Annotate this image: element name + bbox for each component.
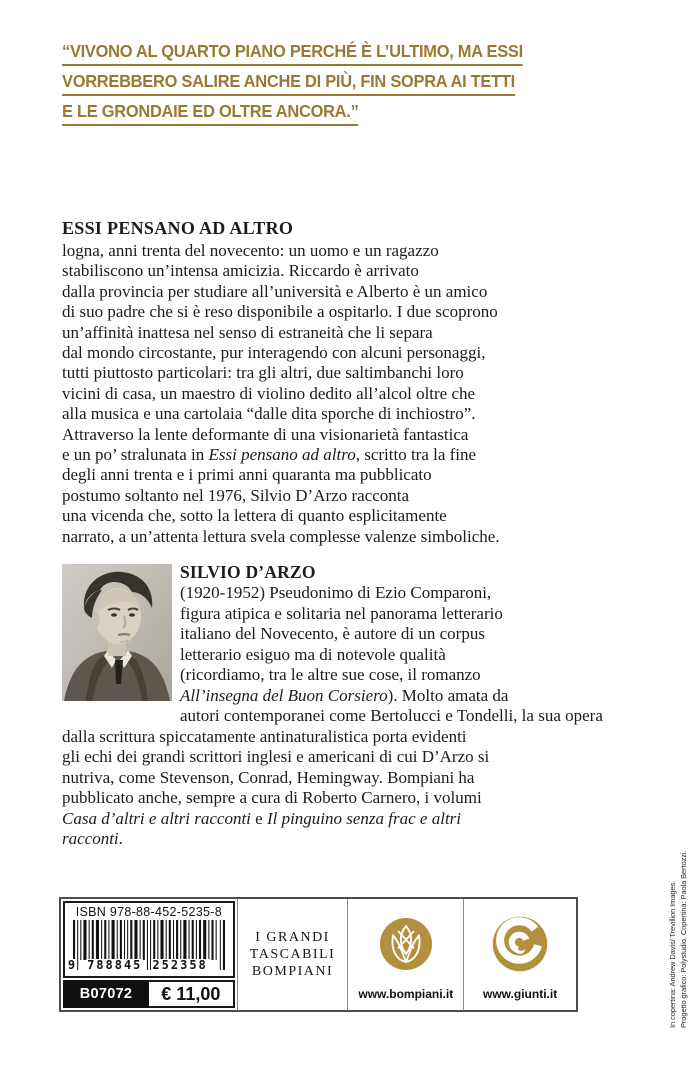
text-line: narrato, a un’attenta lettura svela complesse valenze simboliche. xyxy=(62,526,500,546)
giunti-section xyxy=(463,899,576,1010)
text-line: italiano del Novecento, è autore di un corpus xyxy=(180,624,485,643)
bompiani-flower-logo-icon xyxy=(375,913,437,975)
text-line: dalla provincia per studiare all’università e Alberto è un amico xyxy=(62,281,488,301)
text-line: logna, anni trenta del novecento: un uomo e un ragazzo xyxy=(62,241,439,260)
author-photo xyxy=(62,564,172,701)
text-line: degli anni trenta e i primi anni quaranta ma pubblicato xyxy=(62,465,432,485)
isbn-label: ISBN 978-88-452-5235-8 xyxy=(75,905,222,919)
text-line: tutti piuttosto particolari: tra gli altri, due saltimbanchi loro xyxy=(62,363,464,383)
photo-credits xyxy=(668,850,700,1049)
quote-line-3: E LE GRONDAIE ED OLTRE ANCORA.” xyxy=(62,102,359,126)
bompiani-url: www.bompiani.it xyxy=(358,987,454,1001)
text-line: autori contemporanei come Bertolucci e Tondelli, la sua opera xyxy=(180,706,603,725)
book-code: B07072 xyxy=(63,980,149,1008)
series-section xyxy=(237,899,348,1010)
text-line: dal mondo circostante, pur interagendo con alcuni personaggi, xyxy=(62,343,486,363)
barcode-digit-group: 788845 xyxy=(87,958,143,972)
text-line: postumo soltanto nel 1976, Silvio D’Arzo racconta xyxy=(62,485,410,505)
credits-line-1: In copertina: Andrew Davis/ Trevillion Images. xyxy=(668,880,677,1028)
barcode-digit-group: 9 xyxy=(67,958,76,972)
series-line: BOMPIANI xyxy=(251,964,334,979)
text-line: vicini di casa, un maestro di violino dedito all’alcol oltre che xyxy=(62,383,476,403)
bompiani-section xyxy=(347,899,463,1010)
barcode-digits xyxy=(67,958,225,972)
text-line: di suo padre che si è reso disponibile a ospitarlo. I due scoprono xyxy=(62,302,498,322)
author-name: SILVIO D’ARZO xyxy=(180,562,316,582)
text-line: alla musica e una cartolaia “dalle dita sporche di inchiostro”. xyxy=(62,404,476,424)
text-line: gli echi dei grandi scrittori inglesi e americani di cui D’Arzo si xyxy=(62,747,490,766)
text-line: stabiliscono un’intensa amicizia. Riccardo è arrivato xyxy=(62,261,419,281)
text-line: pubblicato anche, sempre a cura di Roberto Carnero, i volumi xyxy=(62,788,482,807)
text-line: (ricordiamo, tra le altre sue cose, il romanzo xyxy=(180,665,481,684)
footer-box xyxy=(59,897,578,1012)
text-line: nutriva, come Stevenson, Conrad, Hemingway. Bompiani ha xyxy=(62,767,475,787)
ean-barcode xyxy=(67,920,225,972)
price-row xyxy=(63,980,235,1008)
series-line: TASCABILI xyxy=(249,947,336,962)
synopsis-text xyxy=(62,241,622,547)
giunti-url: www.giunti.it xyxy=(483,987,558,1001)
giunti-logo-icon xyxy=(489,913,551,975)
text-line: (1920-1952) Pseudonimo di Ezio Comparoni, xyxy=(180,583,492,602)
cover-quote xyxy=(62,42,552,132)
text-line: letterario esiguo ma di notevole qualità xyxy=(180,644,446,664)
text-line: Attraverso la lente deformante di una visionarietà fantastica xyxy=(62,424,469,444)
book-title: ESSI PENSANO AD ALTRO xyxy=(62,218,294,238)
price: € 11,00 xyxy=(149,980,235,1008)
text-line: racconti. xyxy=(62,829,123,848)
series-line: I GRANDI xyxy=(255,930,330,945)
text-line: figura atipica e solitaria nel panorama letterario xyxy=(180,603,503,623)
text-line: una vicenda che, sotto la lettera di quanto esplicitamente xyxy=(62,506,447,526)
text-line: dalla scrittura spiccatamente antinaturalistica porta evidenti xyxy=(62,726,467,746)
credits-line-2: Progetto grafico: Polystudio. Copertina: Paola Bertozzi. xyxy=(678,850,688,1028)
author-section xyxy=(62,562,603,850)
barcode-digit-group: 252358 xyxy=(152,958,208,972)
barcode-section xyxy=(61,899,237,1010)
text-line: e un po’ stralunata in Essi pensano ad altro, scritto tra la fine xyxy=(62,445,477,465)
quote-line-2: VORREBBERO SALIRE ANCHE DI PIÙ, FIN SOPRA AI TETTI xyxy=(62,72,515,96)
text-line: un’affinità inattesa nel senso di estraneità che li separa xyxy=(62,322,433,342)
barcode-frame xyxy=(63,901,235,978)
text-line: All’insegna del Buon Corsiero). Molto amata da xyxy=(180,685,509,705)
text-line: Casa d’altri e altri racconti e Il pinguino senza frac e altri xyxy=(62,808,462,828)
quote-line-1: “VIVONO AL QUARTO PIANO PERCHÉ È L’ULTIMO, MA ESSI xyxy=(62,42,523,66)
